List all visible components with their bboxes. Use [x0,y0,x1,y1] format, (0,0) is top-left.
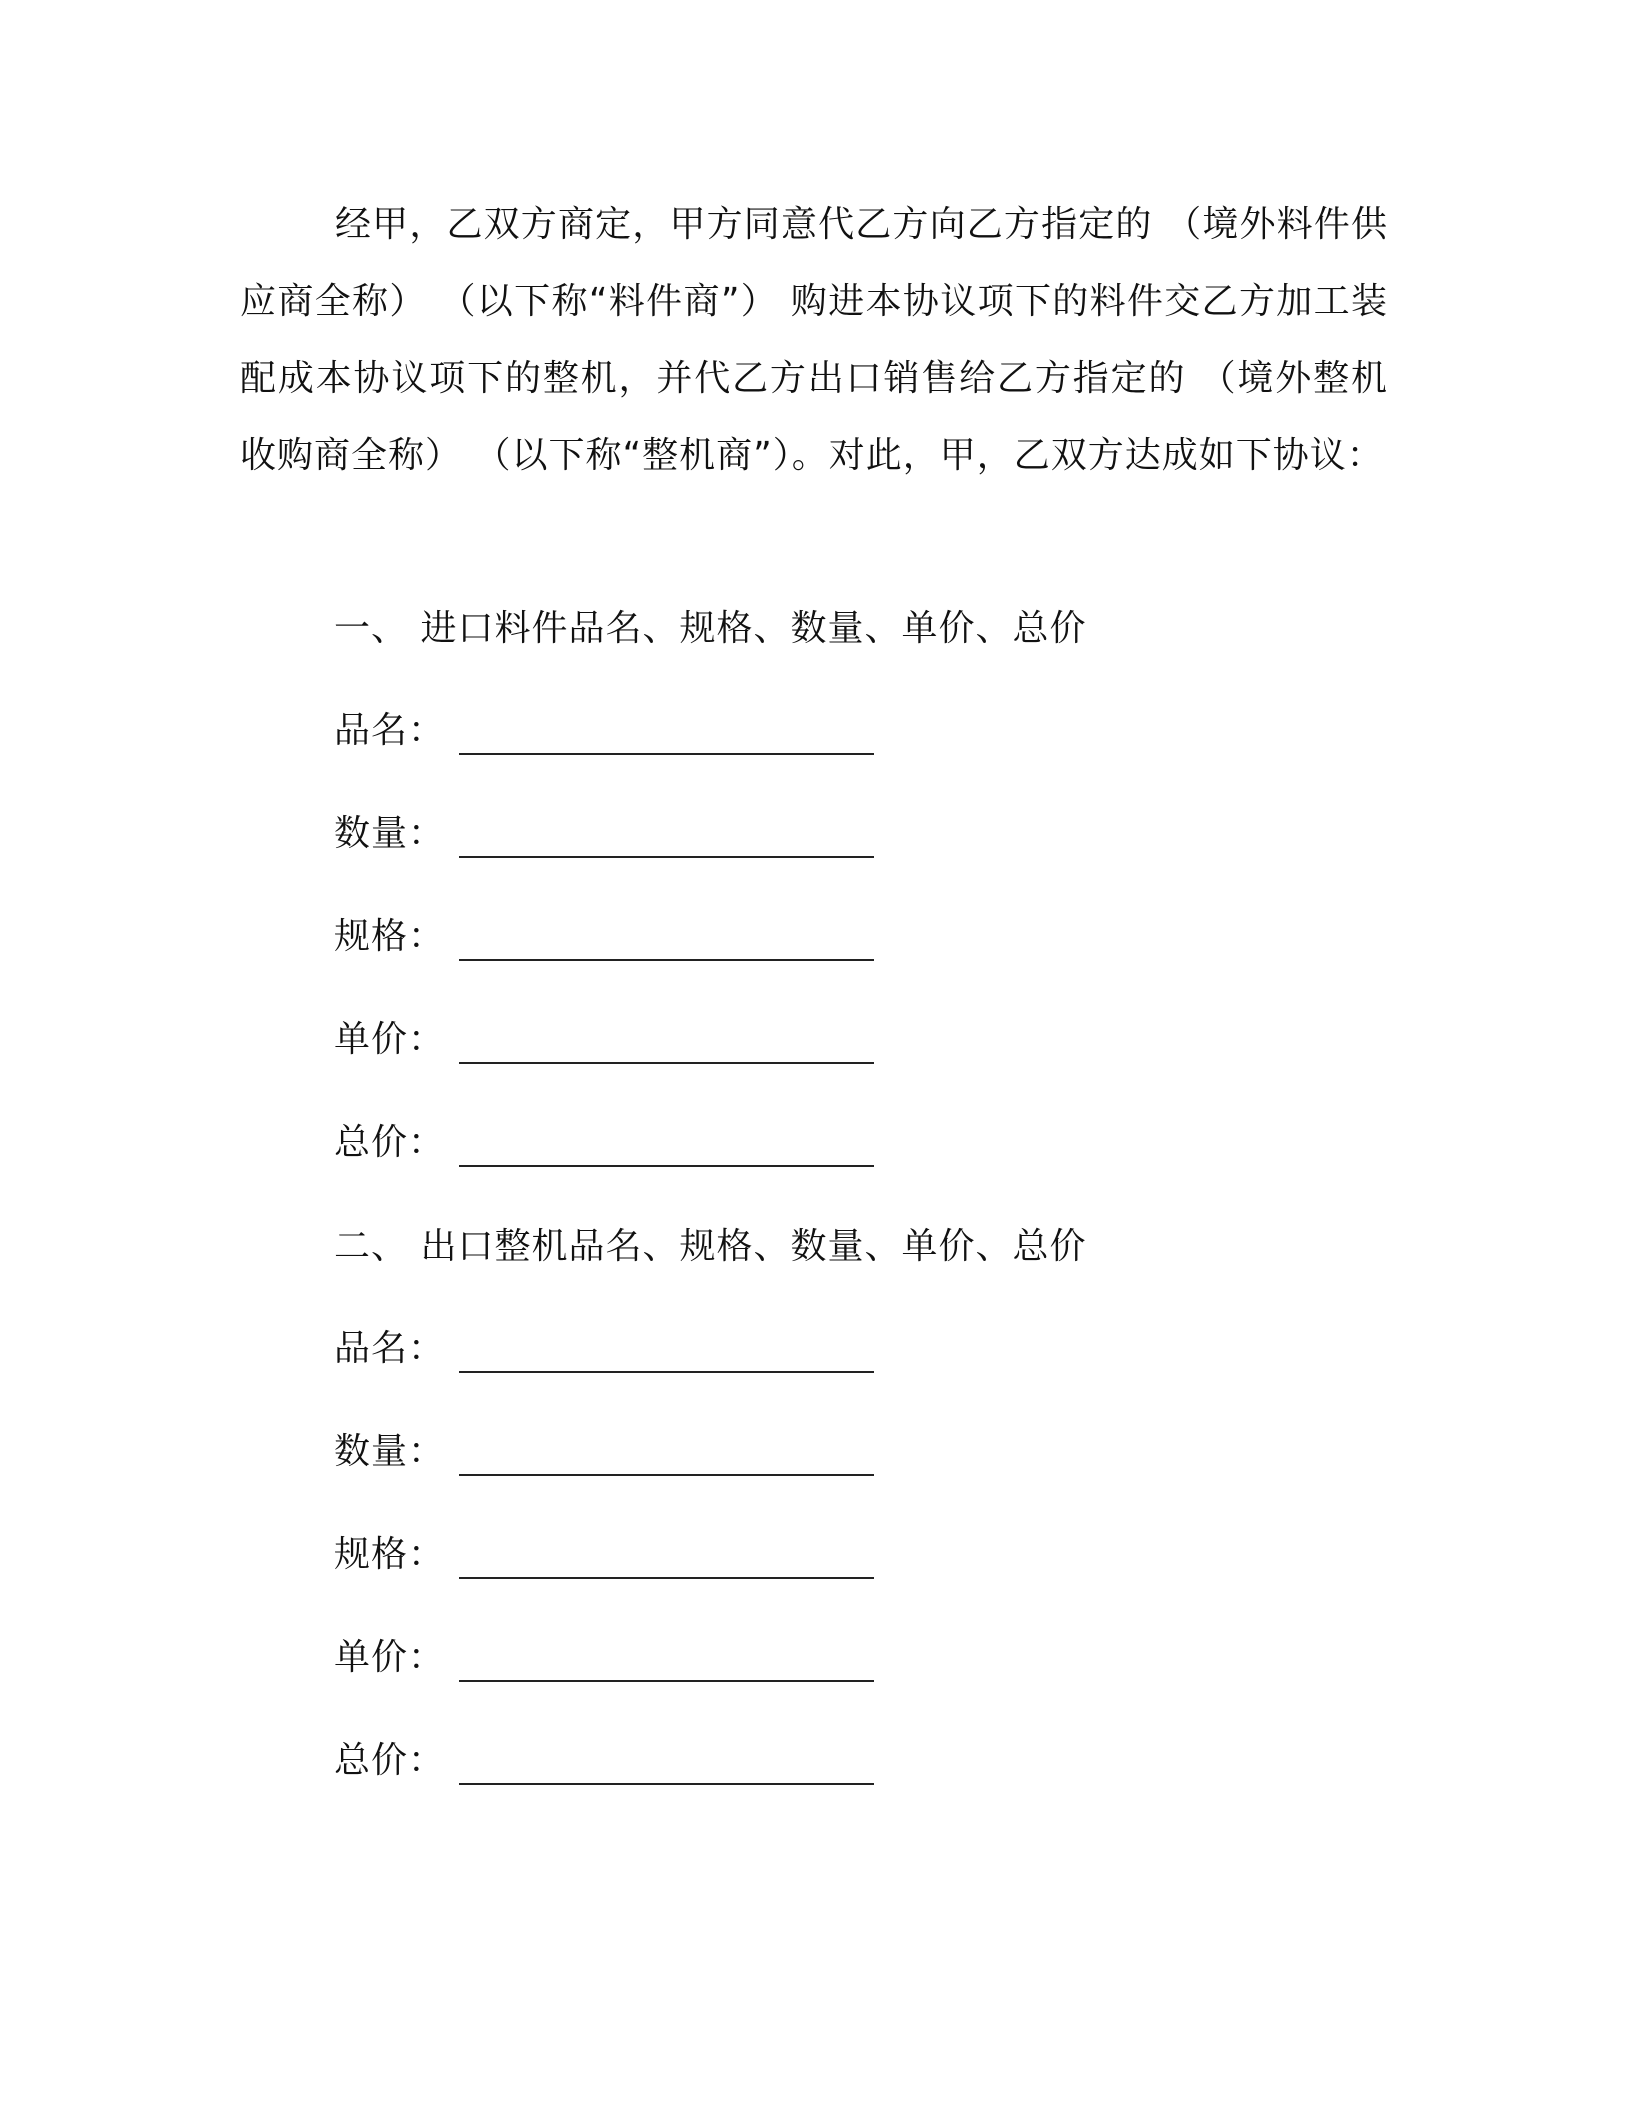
field-label: 规格： [334,916,446,957]
field-label: 总价： [334,1740,446,1781]
field-label: 单价： [334,1019,446,1060]
fill-in-blank[interactable] [459,1127,874,1167]
field-label: 单价： [334,1637,446,1678]
field-label: 规格： [334,1534,446,1575]
fill-in-blank[interactable] [459,1436,874,1476]
section-2-field-quantity [334,1422,874,1482]
section-1-field-quantity [334,804,874,864]
section-2-field-unit-price [334,1628,874,1688]
section-2-field-spec [334,1525,874,1585]
fill-in-blank[interactable] [459,1024,874,1064]
section-1-field-name [334,701,874,761]
fill-in-blank[interactable] [459,1745,874,1785]
fill-in-blank[interactable] [459,818,874,858]
field-label: 数量： [334,813,446,854]
field-label: 数量： [334,1431,446,1472]
section-1-title: 一、 进口料件品名、规格、数量、单价、总价 [334,608,1087,649]
section-1-field-unit-price [334,1010,874,1070]
section-2-field-name [334,1319,874,1379]
section-1-field-total-price [334,1113,874,1173]
intro-paragraph: 经甲，乙双方商定，甲方同意代乙方向乙方指定的 （境外料件供应商全称） （以下称“料件商”） 购进本协议项下的料件交乙方加工装配成本协议项下的整机，并代乙方出口销售给乙方指定的 （境外整机收购商全称） （以下称“整机商”）。对此，甲，乙双方达成如下协议： [240,204,1388,476]
section-1-field-spec [334,907,874,967]
fill-in-blank[interactable] [459,921,874,961]
fill-in-blank[interactable] [459,715,874,755]
field-label: 品名： [334,1328,446,1369]
field-label: 总价： [334,1122,446,1163]
fill-in-blank[interactable] [459,1333,874,1373]
field-label: 品名： [334,710,446,751]
fill-in-blank[interactable] [459,1539,874,1579]
section-2-field-total-price [334,1731,874,1791]
section-2-title: 二、 出口整机品名、规格、数量、单价、总价 [334,1226,1087,1267]
fill-in-blank[interactable] [459,1642,874,1682]
